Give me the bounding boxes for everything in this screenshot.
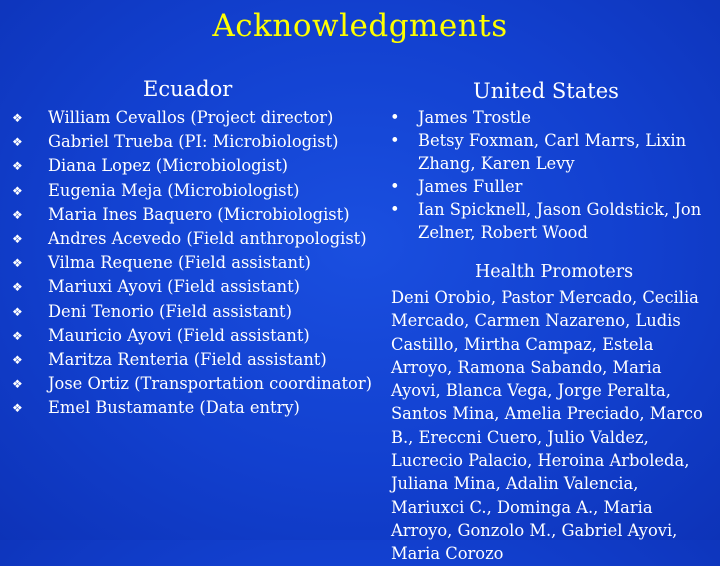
bullet-dot-icon: • xyxy=(390,131,400,150)
ecuador-person: Gabriel Trueba (PI: Microbiologist) xyxy=(48,132,339,152)
diamond-bullet-icon: ❖ xyxy=(12,135,23,150)
ecuador-person: Eugenia Meja (Microbiologist) xyxy=(48,180,300,200)
health-promoters-heading: Health Promoters xyxy=(475,262,634,282)
ecuador-list-item xyxy=(12,227,372,251)
diamond-bullet-icon: ❖ xyxy=(12,401,23,416)
bullet-dot-icon: • xyxy=(390,200,400,219)
ecuador-person: William Cevallos (Project director) xyxy=(48,108,334,127)
ecuador-list-item xyxy=(12,154,372,178)
united-states-person: James Trostle xyxy=(418,108,532,127)
united-states-heading: United States xyxy=(473,79,619,103)
diamond-bullet-icon: ❖ xyxy=(12,183,23,198)
ecuador-heading: Ecuador xyxy=(143,77,233,101)
ecuador-person: Mauricio Ayovi (Field assistant) xyxy=(48,325,310,345)
ecuador-list-item xyxy=(12,275,372,299)
ecuador-list-item xyxy=(12,300,372,324)
united-states-person: James Fuller xyxy=(418,177,523,196)
united-states-person: Ian Spicknell, Jason Goldstick, Jon Zelner, Robert Wood xyxy=(418,200,702,242)
bullet-dot-icon: • xyxy=(390,177,400,196)
ecuador-person: Diana Lopez (Microbiologist) xyxy=(48,156,289,176)
diamond-bullet-icon: ❖ xyxy=(12,280,23,295)
diamond-bullet-icon: ❖ xyxy=(12,159,23,174)
ecuador-list-item xyxy=(12,251,372,275)
ecuador-person: Deni Tenorio (Field assistant) xyxy=(48,301,292,321)
diamond-bullet-icon: ❖ xyxy=(12,377,23,392)
ecuador-person: Emel Bustamante (Data entry) xyxy=(48,398,300,418)
ecuador-list-item xyxy=(12,106,372,130)
united-states-list-item xyxy=(390,129,710,175)
diamond-bullet-icon: ❖ xyxy=(12,256,23,271)
united-states-list-item xyxy=(390,106,710,129)
ecuador-list-item xyxy=(12,179,372,203)
slide-title: Acknowledgments xyxy=(212,8,508,44)
ecuador-list-item xyxy=(12,348,372,372)
ecuador-person: Vilma Requene (Field assistant) xyxy=(48,253,311,273)
united-states-list-item xyxy=(390,175,710,198)
ecuador-person: Maritza Renteria (Field assistant) xyxy=(48,349,327,369)
united-states-list-item xyxy=(390,198,710,244)
diamond-bullet-icon: ❖ xyxy=(12,304,23,319)
ecuador-list-item xyxy=(12,324,372,348)
ecuador-person: Andres Acevedo (Field anthropologist) xyxy=(48,228,367,248)
bullet-dot-icon: • xyxy=(390,108,400,127)
diamond-bullet-icon: ❖ xyxy=(12,207,23,222)
diamond-bullet-icon: ❖ xyxy=(12,352,23,367)
ecuador-person: Mariuxi Ayovi (Field assistant) xyxy=(48,277,301,297)
diamond-bullet-icon: ❖ xyxy=(12,328,23,343)
ecuador-person: Maria Ines Baquero (Microbiologist) xyxy=(48,204,350,224)
diamond-bullet-icon: ❖ xyxy=(12,111,23,125)
health-promoters-names: Deni Orobio, Pastor Mercado, Cecilia Mercado, Carmen Nazareno, Ludis Castillo, Mirtha Campaz, Estela Arroyo, Ramona Sabando, Maria Ayovi, Blanca Vega, Jorge Peralta, Santos Mina, Amelia Preciado, Marco B., Ereccni Cuero, Julio Valdez, Lucrecio Palacio, Heroina Arboleda, Juliana Mina, Adalin Valencia, Mariuxci C., Dominga A., Maria Arroyo, Gonzolo M., Gabriel Ayovi, Maria Corozo xyxy=(391,288,703,564)
diamond-bullet-icon: ❖ xyxy=(12,231,23,246)
ecuador-list-item xyxy=(12,372,372,396)
united-states-person: Betsy Foxman, Carl Marrs, Lixin Zhang, Karen Levy xyxy=(418,131,687,173)
ecuador-list-item xyxy=(12,396,372,420)
ecuador-list-item xyxy=(12,130,372,154)
ecuador-person: Jose Ortiz (Transportation coordinator) xyxy=(48,374,372,394)
ecuador-list-item xyxy=(12,203,372,227)
ecuador-list xyxy=(12,106,372,420)
united-states-list xyxy=(390,106,710,244)
